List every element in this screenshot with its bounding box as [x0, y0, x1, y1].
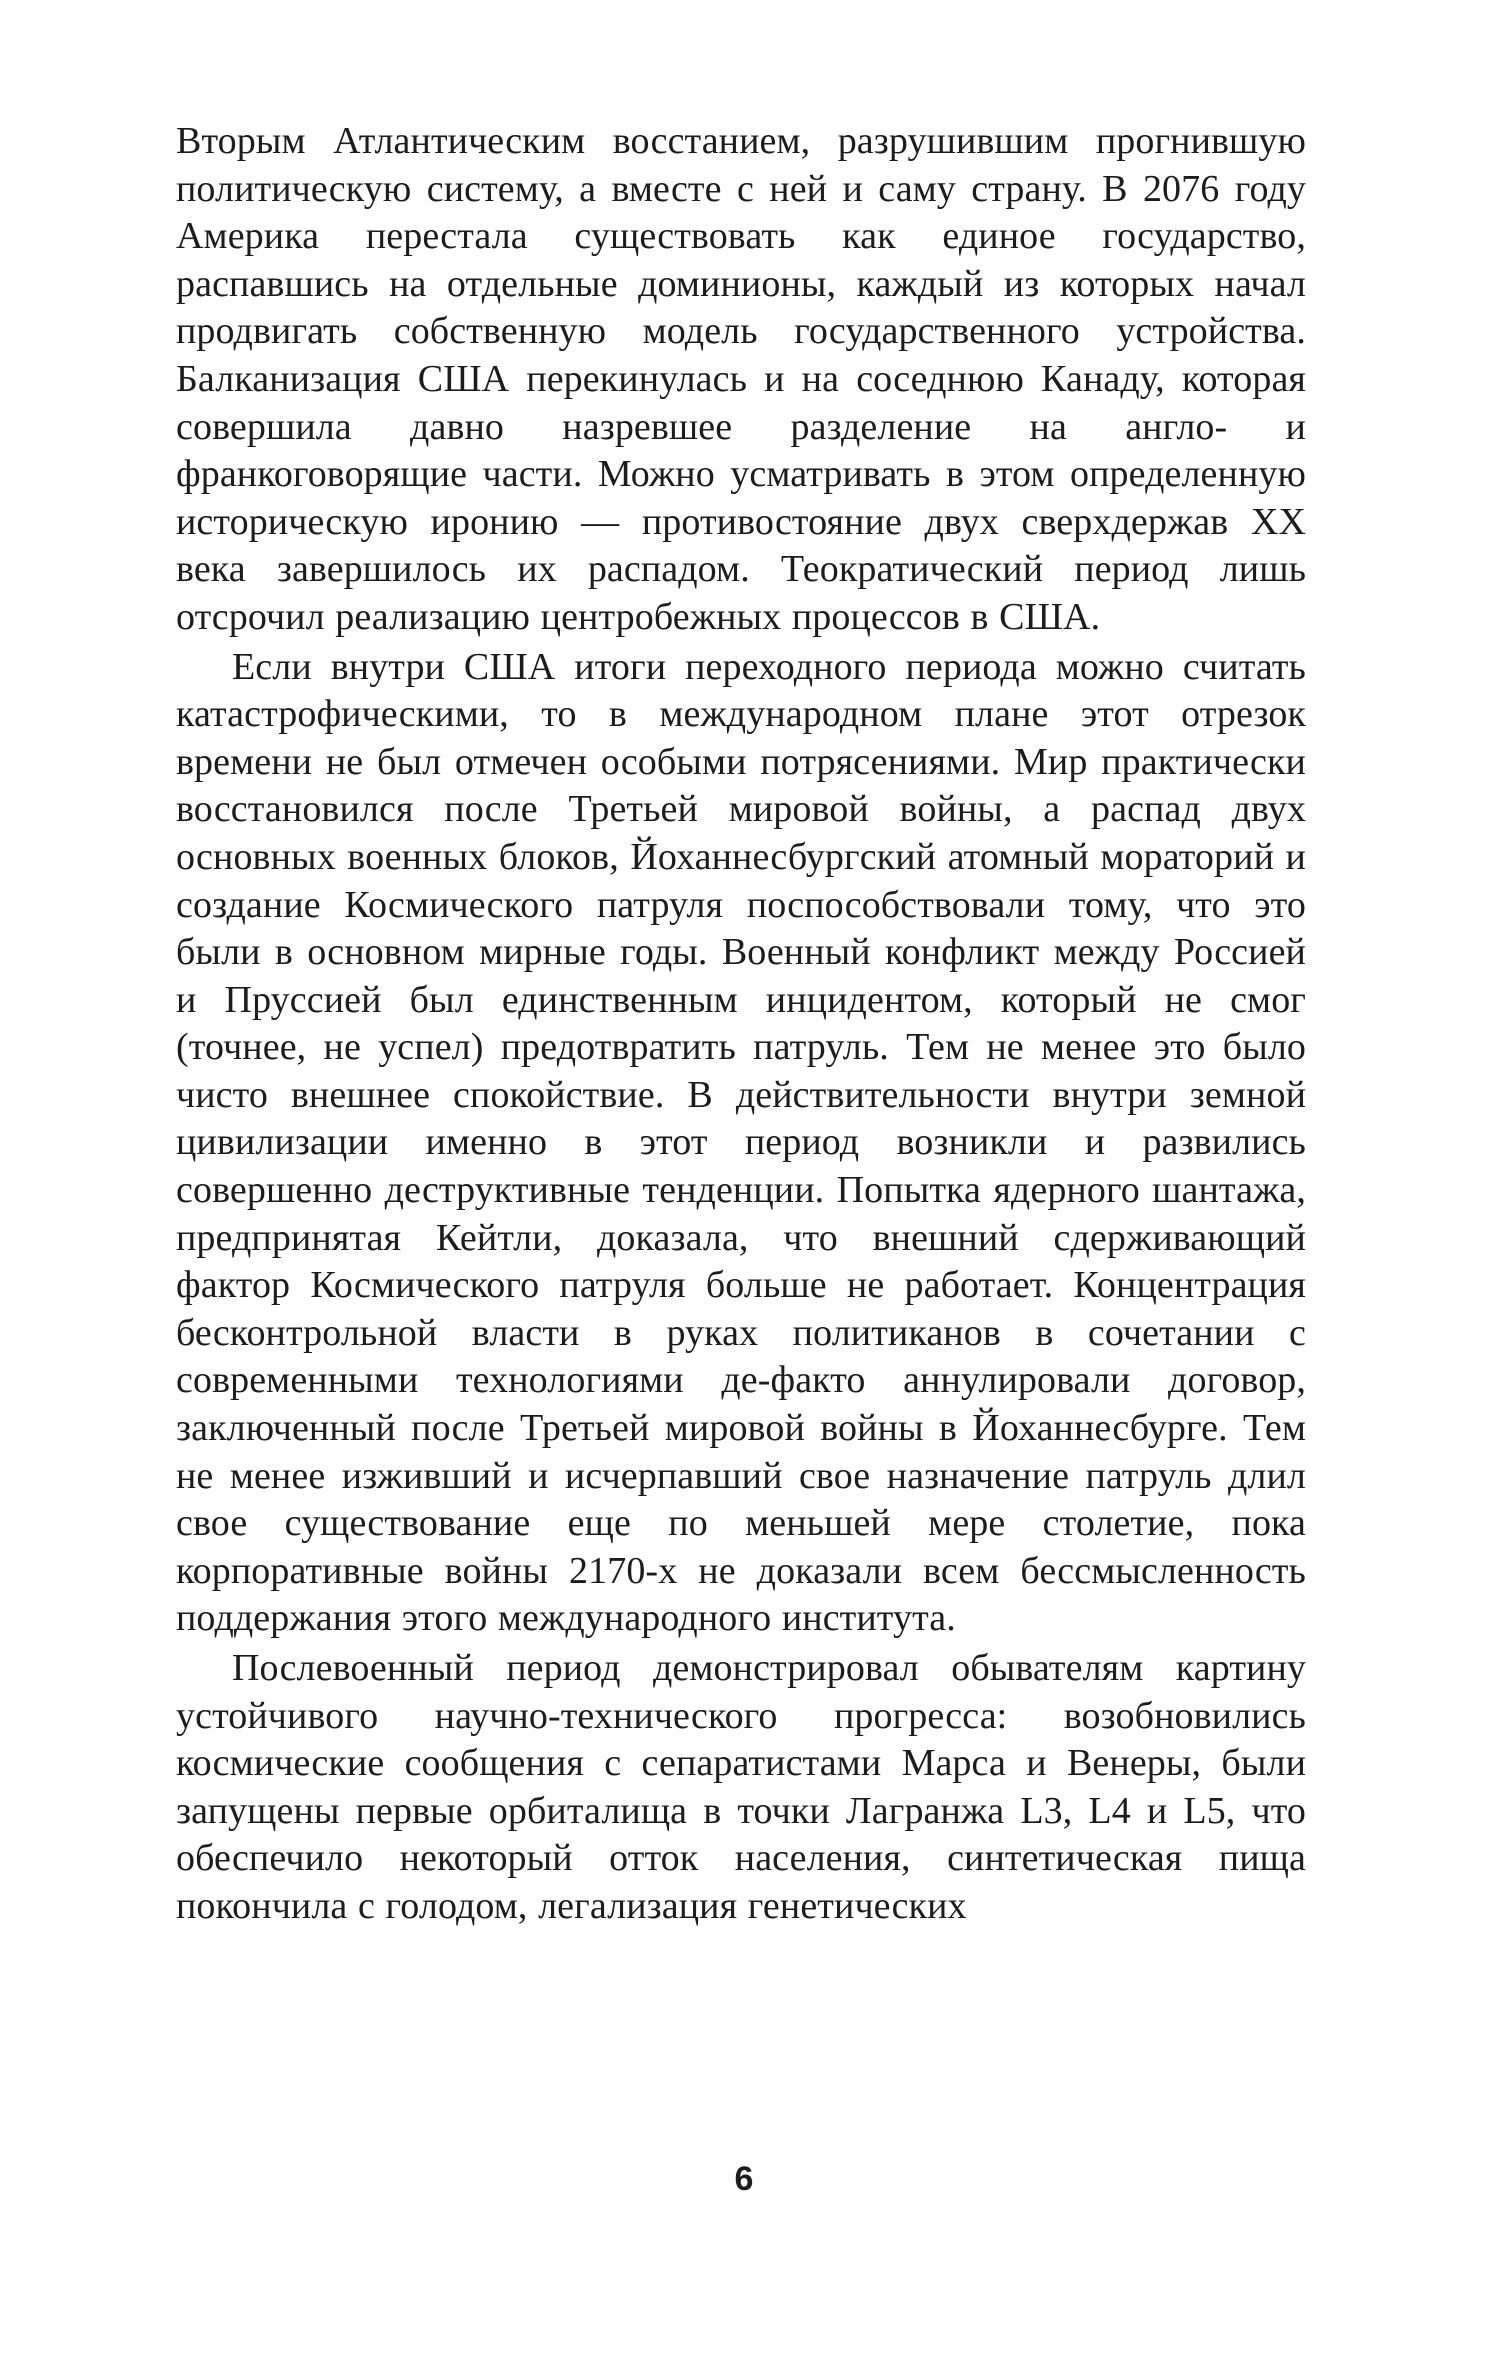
paragraph-2: Если внутри США итоги переходного периода можно считать катастрофическими, то в международном плане этот отрезок времени не был отмечен особыми потрясениями. Мир практически восстановился после Третьей мировой войны, а распад двух основных военных блоков, Йоханнесбургский атомный мораторий и создание Космического патруля поспособствовали тому, что это были в основном мирные годы. Военный конфликт между Россией и Пруссией был единственным инцидентом, который не смог (точнее, не успел) предотвратить патруль. Тем не менее это было чисто внешнее спокойствие. В действительности внутри земной цивилизации именно в этот период возникли и развились совершенно деструктивные тенденции. Попытка ядерного шантажа, предпринятая Кейтли, доказала, что внешний сдерживающий фактор Космического патруля больше не работает. Концентрация бесконтрольной власти в руках политиканов в сочетании с современными технологиями де-факто аннулировали договор, заключенный после Третьей мировой войны в Йоханнесбурге. Тем не менее изживший и исчерпавший свое назначение патруль длил свое существование еще по меньшей мере столетие, пока корпоративные войны 2170-х не доказали всем бессмысленность поддержания этого международного института. — [176, 645, 1306, 1640]
page-text-block — [176, 118, 1306, 1931]
paragraph-1: Вторым Атлантическим восстанием, разрушившим прогнившую политическую систему, а вместе с ней и саму страну. В 2076 году Америка перестала существовать как единое государство, распавшись на отдельные доминионы, каждый из которых начал продвигать собственную модель государственного устройства. Балканизация США перекинулась и на соседнюю Канаду, которая совершила давно назревшее разделение на англо- и франкоговорящие части. Можно усматривать в этом определенную историческую иронию — противостояние двух сверхдержав XX века завершилось их распадом. Теократический период лишь отсрочил реализацию центробежных процессов в США. — [176, 120, 1306, 638]
page-number: 6 — [734, 2160, 754, 2198]
paragraph-3: Послевоенный период демонстрировал обывателям картину устойчивого научно-технического прогресса: возобновились космические сообщения с сепаратистами Марса и Венеры, были запущены первые орбиталища в точки Лагранжа L3, L4 и L5, что обеспечило некоторый отток населения, синтетическая пища покончила с голодом, легализация генетических — [176, 1647, 1306, 1927]
